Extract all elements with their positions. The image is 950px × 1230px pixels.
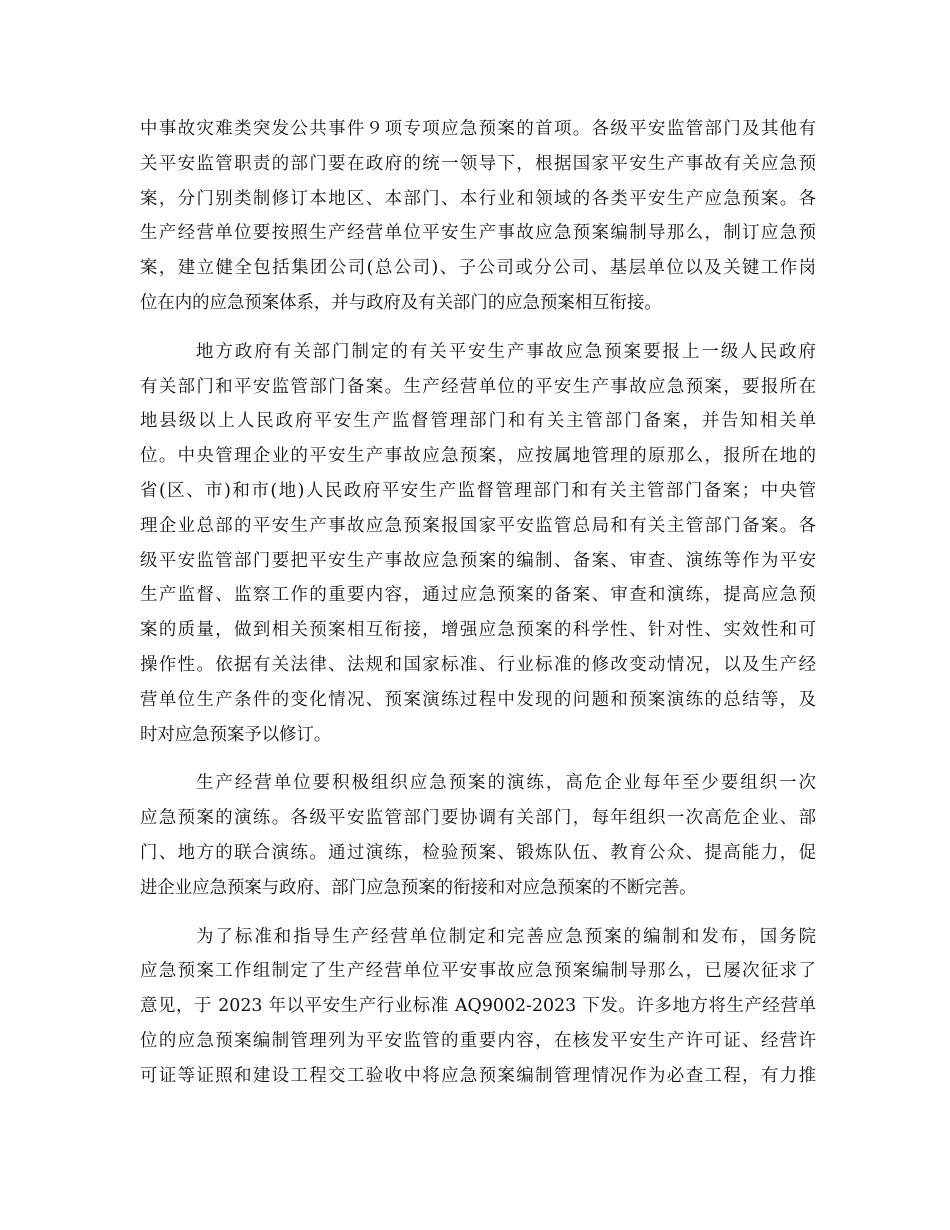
text-line: 级平安监管部门要把平安生产事故应急预案的编制、备案、审查、演练等作为平安 [140, 550, 816, 571]
text-line: 案，分门别类制修订本地区、本部门、本行业和领域的各类平安生产应急预案。各 [140, 188, 816, 209]
text-line: 生产经营单位要按照生产经营单位平安生产事故应急预案编制导那么，制订应急预 [140, 223, 816, 244]
text-line: 营单位生产条件的变化情况、预案演练过程中发现的问题和预案演练的总结等，及 [140, 689, 816, 710]
text-line: 案的质量，做到相关预案相互衔接，增强应急预案的科学性、针对性、实效性和可 [140, 620, 816, 641]
text-line: 可证等证照和建设工程交工验收中将应急预案编制管理情况作为必查工程，有力推 [140, 1065, 816, 1086]
text-line: 地方政府有关部门制定的有关平安生产事故应急预案要报上一级人民政府 [196, 341, 816, 362]
paragraph [140, 112, 816, 321]
document-body [140, 112, 816, 1108]
text-line: 生产监督、监察工作的重要内容，通过应急预案的备案、审查和演练，提高应急预 [140, 585, 816, 606]
text-line: 进企业应急预案与政府、部门应急预案的衔接和对应急预案的不断完善。 [140, 877, 697, 898]
text-line: 位。中央管理企业的平安生产事故应急预案，应按属地管理的原那么，报所在地的 [140, 446, 816, 467]
text-line: 理企业总部的平安生产事故应急预案报国家平安监管总局和有关主管部门备案。各 [140, 515, 816, 536]
text-line: 应急预案工作组制定了生产经营单位平安事故应急预案编制导那么，已屡次征求了 [140, 961, 816, 982]
paragraph [140, 766, 816, 905]
text-line: 位的应急预案编制管理列为平安监管的重要内容，在核发平安生产许可证、经营许 [140, 1030, 816, 1051]
text-line: 位在内的应急预案体系，并与政府及有关部门的应急预案相互衔接。 [140, 292, 662, 313]
text-line: 关平安监管职责的部门要在政府的统一领导下，根据国家平安生产事故有关应急预 [140, 153, 816, 174]
text-line: 意见，于 2023 年以平安生产行业标准 AQ9002-2023 下发。许多地方将生产经营单 [140, 996, 816, 1017]
text-line: 有关部门和平安监管部门备案。生产经营单位的平安生产事故应急预案，要报所在 [140, 376, 816, 397]
text-line: 应急预案的演练。各级平安监管部门要协调有关部门，每年组织一次高危企业、部 [140, 808, 816, 829]
text-line: 地县级以上人民政府平安生产监督管理部门和有关主管部门备案，并告知相关单 [140, 411, 816, 432]
text-line: 为了标准和指导生产经营单位制定和完善应急预案的编制和发布，国务院 [196, 926, 816, 947]
text-line: 省(区、市)和市(地)人民政府平安生产监督管理部门和有关主管部门备案；中央管 [140, 480, 816, 501]
paragraph [140, 920, 816, 1094]
text-line: 时对应急预案予以修订。 [140, 724, 332, 745]
text-line: 操作性。依据有关法律、法规和国家标准、行业标准的修改变动情况，以及生产经 [140, 654, 816, 675]
paragraph [140, 335, 816, 753]
text-line: 生产经营单位要积极组织应急预案的演练，高危企业每年至少要组织一次 [196, 773, 816, 794]
text-line: 中事故灾难类突发公共事件９项专项应急预案的首项。各级平安监管部门及其他有 [140, 119, 816, 139]
text-line: 案，建立健全包括集团公司(总公司)、子公司或分公司、基层单位以及关键工作岗 [140, 258, 816, 279]
text-line: 门、地方的联合演练。通过演练，检验预案、锻炼队伍、教育公众、提高能力，促 [140, 842, 816, 863]
